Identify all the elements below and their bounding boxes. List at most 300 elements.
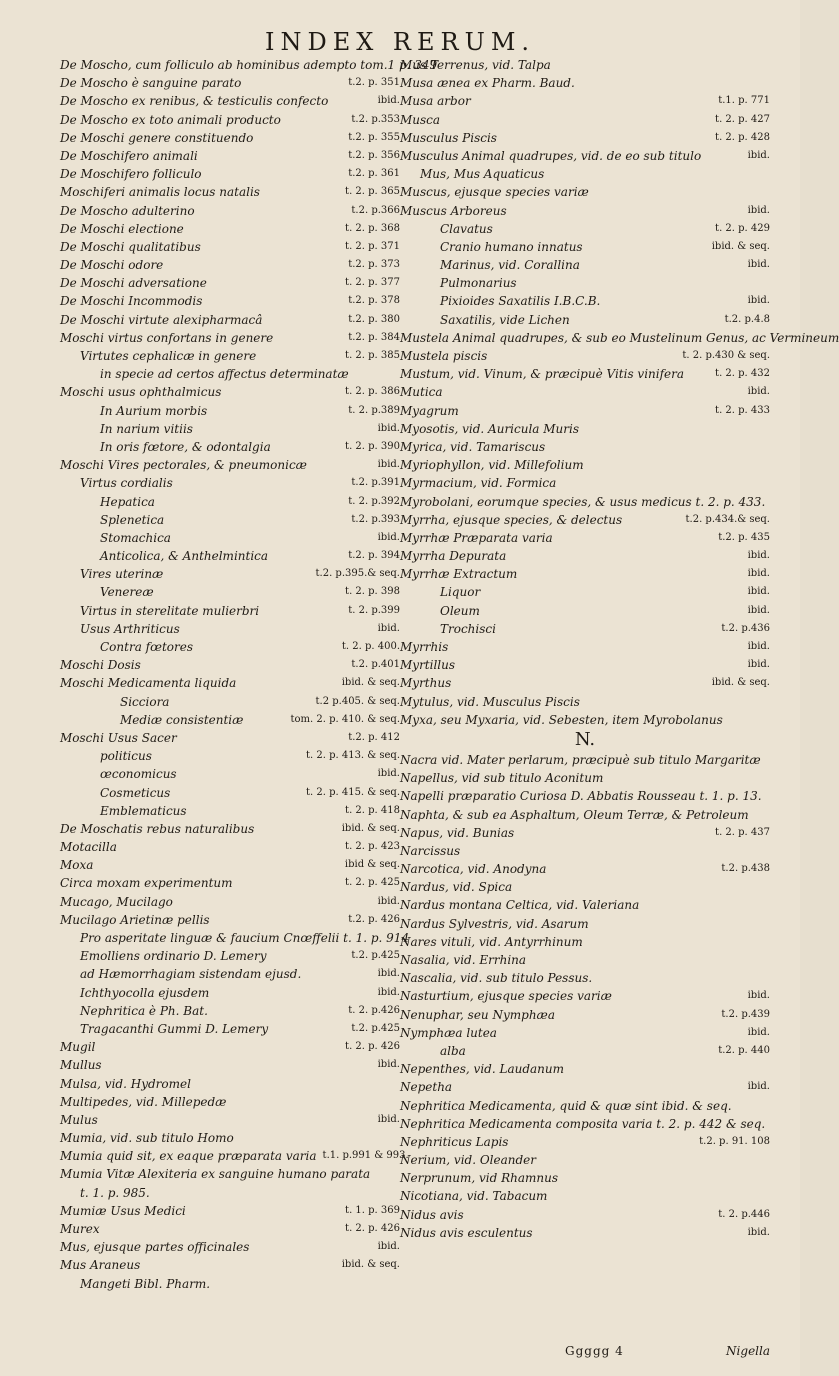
index-entry (400, 92, 770, 110)
entry-term: De Moschi adversatione (60, 276, 207, 291)
entry-term: Virtus in sterelitate mulierbri (80, 603, 260, 618)
entry-term: Nicotiana, vid. Tabacum (400, 1189, 548, 1204)
entry-term: Myrica, vid. Tamariscus (400, 439, 546, 454)
entry-reference: ibid. (377, 459, 400, 471)
index-entry (400, 129, 770, 147)
entry-term: Mediæ consistentiæ (120, 712, 244, 727)
entry-reference: t. 2. p. 377 (345, 277, 400, 289)
entry-term: Mumiæ Usus Medici (60, 1203, 186, 1218)
entry-reference: ibid. (747, 204, 770, 216)
entry-term: politicus (100, 749, 152, 764)
entry-reference: ibid. (747, 641, 770, 652)
entry-term: Mus, Mus Aquaticus (420, 167, 545, 182)
index-entry (60, 529, 400, 547)
index-entry (400, 438, 770, 456)
entry-term: Mumia quid sit, ex eaque præparata varia (60, 1149, 317, 1164)
index-entry (400, 402, 770, 420)
entry-term: Myosotis, vid. Auricula Muris (400, 421, 580, 436)
entry-term: Myagrum (400, 403, 459, 418)
index-entry (400, 951, 770, 969)
index-entry (60, 1056, 400, 1074)
entry-term: Musa arbor (400, 94, 471, 109)
entry-term: ad Hæmorrhagiam sistendam ejusd. (80, 967, 302, 982)
entry-term: Mumia Vitæ Alexiteria ex sanguine humano parata (60, 1167, 371, 1182)
entry-term: Nepenthes, vid. Laudanum (400, 1062, 565, 1077)
index-entry (60, 202, 400, 220)
index-entry (400, 842, 770, 860)
index-entry (400, 347, 770, 365)
page-title: INDEX RERUM. (264, 28, 536, 56)
index-entry (400, 383, 770, 401)
entry-term: Mustela piscis (400, 349, 488, 363)
index-entry (60, 1184, 400, 1202)
index-entry (400, 1187, 770, 1205)
entry-reference: t.2. p.436 (721, 622, 770, 634)
index-entry (60, 1275, 400, 1293)
entry-reference: t.2. p.366 (351, 204, 400, 216)
entry-term: Narcotica, vid. Anodyna (400, 862, 547, 877)
entry-reference: ibid. & seq. (711, 677, 770, 689)
index-entry (60, 765, 400, 783)
index-entry (400, 987, 770, 1005)
entry-term: Narcissus (400, 843, 461, 858)
entry-term: De Moschi genere constituendo (60, 130, 254, 145)
index-entry (60, 583, 400, 601)
index-entry (60, 1129, 400, 1147)
index-entry (60, 56, 438, 74)
entry-reference: t. 1. p. 369 (345, 1204, 400, 1216)
index-entry (60, 329, 400, 347)
entry-term: Myrtillus (400, 658, 456, 673)
entry-reference: ibid. (747, 586, 770, 598)
entry-reference: t.2. p. 384 (348, 331, 400, 343)
entry-reference: t. 2. p. 426 (345, 1041, 400, 1053)
entry-term: Nephritica Medicamenta composita varia t. 2. p. 442 & seq. (400, 1116, 766, 1131)
index-entry (400, 74, 770, 92)
entry-term: Cranio humano innatus (440, 239, 583, 254)
entry-term: Musculus Piscis (400, 130, 497, 145)
entry-term: Tragacanthi Gummi D. Lemery (80, 1021, 269, 1036)
index-entry (60, 1202, 400, 1220)
entry-term: Mus Araneus (60, 1258, 141, 1273)
index-entry (400, 202, 770, 220)
index-entry (60, 911, 400, 929)
entry-reference: t. 2. p. 429 (715, 222, 770, 234)
index-entry (400, 638, 770, 656)
entry-term: Nidus avis esculentus (400, 1225, 533, 1240)
entry-term: Myrrha, ejusque species, & delectus (400, 512, 623, 527)
entry-term: Myrmacium, vid. Formica (400, 476, 557, 491)
entry-reference: ibid. (747, 149, 770, 161)
entry-reference: t. 2. p.389 (348, 404, 400, 416)
index-entry (400, 183, 770, 201)
entry-term: De Moschi Incommodis (60, 294, 203, 309)
index-entry (60, 238, 400, 256)
index-entry (60, 1220, 400, 1238)
index-entry (400, 1078, 770, 1096)
entry-reference: t. 2. p. 386 (345, 386, 400, 398)
entry-reference: t.2 p.405. & seq. (315, 695, 400, 707)
entry-term: œconomicus (100, 767, 177, 782)
entry-term: Mus Terrenus, vid. Talpa (400, 58, 551, 72)
index-entry (400, 824, 770, 842)
index-entry (60, 165, 400, 183)
entry-reference: ibid. (377, 531, 400, 543)
entry-term: Myrrha Depurata (400, 549, 507, 564)
section-heading: N. (574, 728, 596, 750)
index-entry (60, 1111, 400, 1129)
entry-reference: t. 2. p. 400. (341, 641, 400, 652)
entry-reference: ibid. (747, 295, 770, 307)
index-entry (60, 456, 400, 474)
index-entry (60, 511, 400, 529)
entry-reference: t.2. p.393 (351, 513, 400, 525)
entry-term: Nascalia, vid. sub titulo Pessus. (400, 971, 593, 986)
entry-term: Muscus Arboreus (400, 203, 507, 218)
index-entry (400, 1133, 770, 1151)
entry-reference: t. 2. p. 398 (345, 586, 400, 598)
index-entry (400, 292, 770, 310)
entry-term: Circa moxam experimentum (60, 876, 233, 891)
entry-reference: ibid. (747, 990, 770, 1002)
index-entry (60, 1075, 400, 1093)
entry-term: Moschi Medicamenta liquida (60, 676, 237, 691)
entry-reference: t.1. p. 771 (718, 95, 770, 107)
index-entry (400, 165, 770, 183)
entry-reference: ibid & seq. (344, 859, 400, 871)
index-entry (400, 806, 770, 824)
entry-term: Virtus cordialis (80, 476, 173, 491)
entry-reference: t.2. p. 426 (348, 913, 400, 925)
entry-reference: t.2. p. 355 (348, 131, 400, 143)
entry-reference: t. 2. p. 423 (345, 841, 400, 853)
index-entry (400, 493, 770, 511)
entry-term: Motacilla (60, 840, 117, 855)
index-entry (400, 1024, 770, 1042)
index-entry (400, 274, 770, 292)
entry-reference: t. 2. p.446 (718, 1208, 770, 1220)
entry-term: Liquor (440, 585, 481, 600)
entry-term: Contra fœtores (100, 640, 194, 654)
entry-term: Nasturtium, ejusque species variæ (400, 989, 612, 1004)
index-entry (60, 638, 400, 656)
entry-term: Mytulus, vid. Musculus Piscis (400, 694, 580, 709)
entry-reference: t.2. p.425 (351, 950, 400, 962)
entry-reference: t. 2. p. 428 (715, 131, 770, 143)
entry-term: De Moschi virtute alexipharmacâ (60, 312, 263, 327)
index-entry (400, 1169, 770, 1187)
index-entry (400, 365, 770, 383)
entry-term: Venereæ (100, 585, 154, 600)
entry-reference: t. 2. p. 368 (345, 222, 400, 234)
index-entry (400, 111, 770, 129)
entry-term: Clavatus (440, 221, 493, 236)
entry-reference: ibid. (747, 1026, 770, 1038)
index-entry (400, 915, 770, 933)
entry-term: Marinus, vid. Corallina (440, 258, 580, 273)
index-entry (400, 220, 770, 238)
entry-term: Moschi virtus confortans in genere (60, 330, 274, 345)
entry-term: Nardus montana Celtica, vid. Valeriana (400, 898, 640, 913)
index-entry (60, 874, 400, 892)
entry-reference: ibid. (747, 604, 770, 616)
entry-reference: ibid. (377, 622, 400, 634)
index-entry (400, 933, 770, 951)
entry-reference: t.2. p. 91. 108 (699, 1135, 770, 1147)
entry-reference: ibid. & seq. (341, 677, 400, 689)
entry-reference: t. 2. p. 433 (715, 404, 770, 416)
entry-reference: t. 2. p.399 (348, 604, 400, 616)
entry-term: Vires uterinæ (80, 567, 164, 582)
entry-term: Nephritica Medicamenta, quid & quæ sint ibid. & seq. (400, 1098, 732, 1113)
index-entry (400, 1006, 770, 1024)
index-entry (400, 56, 770, 74)
index-entry (400, 656, 770, 674)
entry-term: De Moschi odore (60, 258, 164, 273)
index-entry (400, 256, 770, 274)
entry-term: Napellus, vid sub titulo Aconitum (400, 771, 604, 786)
index-entry (60, 1238, 400, 1256)
entry-term: Mugil (60, 1040, 96, 1055)
entry-term: De Moschi electione (60, 221, 184, 236)
index-entry (400, 511, 770, 529)
entry-reference: t.2. p.438 (721, 863, 770, 875)
entry-reference: t.2. p.434.& seq. (685, 513, 770, 525)
entry-term: Moschi Dosis (60, 658, 141, 673)
entry-term: Nephritica è Ph. Bat. (80, 1003, 208, 1018)
index-entry (400, 1151, 770, 1169)
index-entry (60, 747, 400, 765)
entry-term: Splenetica (100, 512, 165, 527)
entry-reference: ibid. (747, 659, 770, 671)
index-entry (60, 402, 400, 420)
entry-term: In Aurium morbis (100, 403, 208, 418)
entry-reference: t.2. p.391 (351, 477, 400, 489)
entry-term: Oleum (440, 603, 480, 618)
index-entry (60, 74, 400, 92)
index-entry (400, 1042, 770, 1060)
entry-term: Mucilago Arietinæ pellis (60, 912, 210, 927)
entry-term: Pro asperitate linguæ & faucium Cnœffelii t. 1. p. 914 (80, 931, 410, 945)
index-entry (400, 529, 770, 547)
index-entry (60, 311, 400, 329)
entry-reference: t. 2. p.392 (348, 495, 400, 507)
index-entry (60, 820, 400, 838)
entry-term: Virtutes cephalicæ in genere (80, 349, 257, 363)
entry-term: Mumia, vid. sub titulo Homo (60, 1131, 234, 1146)
entry-term: De Moscho ex renibus, & testiculis confecto (60, 94, 329, 109)
index-entry (400, 769, 770, 787)
index-entry (60, 856, 400, 874)
index-entry (400, 711, 770, 729)
index-entry (60, 365, 400, 383)
right-column (400, 56, 839, 1242)
entry-reference: ibid. (377, 986, 400, 998)
index-entry (400, 693, 770, 711)
index-entry (60, 256, 400, 274)
entry-reference: t.2. p. 356 (348, 149, 400, 161)
entry-term: Moschiferi animalis locus natalis (60, 185, 260, 200)
entry-term: De Moscho, cum folliculo ab hominibus adempto tom.1 p. 349 (60, 58, 438, 72)
entry-term: Muscus, ejusque species variæ (400, 185, 589, 200)
entry-term: Naphta, & sub ea Asphaltum, Oleum Terræ, & Petroleum (400, 807, 749, 822)
entry-term: De Moscho è sanguine parato (60, 76, 242, 91)
index-entry (60, 292, 400, 310)
entry-term: Nares vituli, vid. Antyrrhinum (400, 934, 583, 949)
entry-term: Napus, vid. Bunias (400, 825, 515, 840)
entry-reference: t.2. p.439 (721, 1008, 770, 1020)
index-entry (60, 1038, 400, 1056)
index-entry (60, 656, 400, 674)
entry-reference: t. 2. p. 427 (715, 113, 770, 125)
entry-reference: ibid. (377, 1241, 400, 1253)
entry-term: De Moscho ex toto animali producto (60, 112, 281, 127)
index-entry (60, 1256, 400, 1274)
entry-reference: t.2. p.4.8 (724, 313, 770, 325)
entry-term: Myriophyllon, vid. Millefolium (400, 458, 584, 473)
entry-reference: t. 2. p. 437 (715, 826, 770, 838)
entry-term: Myrrhæ Præparata varia (400, 530, 553, 545)
entry-term: Pixioides Saxatilis I.B.C.B. (440, 294, 601, 309)
index-entry (400, 896, 770, 914)
entry-term: Emolliens ordinario D. Lemery (80, 949, 267, 964)
entry-term: Nidus avis (400, 1207, 464, 1222)
entry-term: Usus Arthriticus (80, 621, 180, 636)
entry-term: Mutica (400, 385, 443, 400)
entry-term: Mustum, vid. Vinum, & præcipuè Vitis vinifera (400, 367, 685, 382)
index-entry (60, 729, 400, 747)
entry-term: Nardus, vid. Spica (400, 880, 513, 895)
index-entry (60, 1147, 409, 1165)
entry-reference: t.2. p. 380 (348, 313, 400, 325)
entry-term: Nacra vid. Mater perlarum, præcipuè sub titulo Margaritæ (400, 752, 761, 767)
entry-term: De Moschi qualitatibus (60, 239, 201, 254)
index-entry (60, 420, 400, 438)
entry-reference: ibid. (747, 568, 770, 580)
index-entry (60, 347, 400, 365)
entry-term: Moschi Usus Sacer (60, 730, 177, 745)
index-entry (60, 784, 400, 802)
entry-reference: ibid. (377, 895, 400, 907)
entry-term: Nasalia, vid. Errhina (400, 953, 527, 967)
entry-reference: ibid. (747, 550, 770, 562)
entry-reference: ibid. (377, 768, 400, 780)
index-entry (60, 474, 400, 492)
entry-term: Nymphæa lutea (400, 1025, 497, 1040)
index-entry (400, 674, 770, 692)
entry-term: Sicciora (120, 694, 170, 709)
index-entry (60, 929, 410, 947)
index-entry (60, 711, 400, 729)
index-entry (400, 238, 770, 256)
entry-term: De Moschifero animali (60, 148, 198, 163)
index-entry (400, 787, 770, 805)
index-entry (60, 693, 400, 711)
index-entry (60, 220, 400, 238)
index-entry (60, 547, 400, 565)
entry-term: Myrthus (400, 676, 452, 691)
entry-reference: t.2. p.353 (351, 113, 400, 125)
entry-term: Mucago, Mucilago (60, 894, 173, 909)
entry-reference: ibid. & seq. (341, 822, 400, 834)
index-entry (60, 1165, 400, 1183)
entry-term: Ichthyocolla ejusdem (80, 985, 210, 1000)
entry-term: Pulmonarius (440, 276, 517, 291)
entry-reference: ibid. (377, 1059, 400, 1071)
entry-reference: t. 2. p. 415. & seq. (305, 786, 400, 798)
index-entry (60, 893, 400, 911)
entry-term: De Moscho adulterino (60, 203, 195, 218)
index-entry (400, 1115, 770, 1133)
index-entry (60, 129, 400, 147)
entry-reference: t.1. p.991 & 993. (322, 1150, 409, 1162)
entry-reference: ibid. (747, 386, 770, 398)
signature-mark: Ggggg 4 (565, 1344, 624, 1358)
entry-term: Mullus (60, 1058, 102, 1073)
entry-reference: ibid. (377, 1113, 400, 1125)
entry-term: In oris fœtore, & odontalgia (100, 439, 271, 454)
entry-term: Mustela Animal quadrupes, & sub eo Mustelinum Genus, ac Vermineum (400, 330, 839, 345)
index-entry (400, 474, 770, 492)
entry-term: Napelli præparatio Curiosa D. Abbatis Rousseau t. 1. p. 13. (400, 789, 762, 804)
index-entry (60, 383, 400, 401)
entry-reference: t.2. p.401 (351, 659, 400, 671)
index-entry (400, 1224, 770, 1242)
entry-term: Nepetha (400, 1080, 453, 1095)
index-entry (60, 802, 400, 820)
entry-reference: t.2. p. 394 (348, 550, 400, 562)
catchword: Nigella (726, 1344, 770, 1358)
entry-reference: ibid. (747, 1226, 770, 1238)
entry-term: Nerprunum, vid Rhamnus (400, 1171, 558, 1186)
index-entry (60, 838, 400, 856)
entry-term: Hepatica (100, 494, 155, 509)
index-entry (400, 583, 770, 601)
index-entry (400, 969, 770, 987)
index-entry (60, 1020, 400, 1038)
entry-term: Murex (60, 1222, 100, 1236)
entry-term: Emblematicus (100, 803, 187, 818)
entry-term: t. 1. p. 985. (80, 1185, 150, 1200)
entry-term: Mulsa, vid. Hydromel (60, 1076, 191, 1091)
index-entry (400, 147, 770, 165)
entry-reference: t. 2. p. 425 (345, 877, 400, 889)
index-entry (60, 965, 400, 983)
entry-reference: t. 2. p. 371 (345, 240, 400, 252)
index-entry (60, 602, 400, 620)
index-entry (400, 420, 770, 438)
entry-term: Stomachica (100, 530, 171, 545)
index-entry (60, 438, 400, 456)
entry-reference: ibid. (377, 422, 400, 434)
entry-reference: ibid. (377, 968, 400, 980)
entry-reference: t.2. p.395.& seq. (315, 568, 400, 580)
entry-term: Mus, ejusque partes officinales (60, 1240, 250, 1255)
index-entry (400, 565, 770, 583)
entry-term: Mangeti Bibl. Pharm. (80, 1276, 211, 1291)
index-entry (400, 602, 770, 620)
entry-term: in specie ad certos affectus determinatæ (100, 367, 349, 382)
entry-reference: t.2. p. 412 (348, 731, 400, 743)
entry-term: Myrobolani, eorumque species, & usus medicus t. 2. p. 433. (400, 494, 766, 509)
entry-reference: ibid. & seq. (711, 240, 770, 252)
index-entry (400, 329, 839, 347)
index-entry (60, 620, 400, 638)
entry-term: alba (440, 1043, 466, 1058)
entry-term: Anticolica, & Anthelmintica (100, 549, 269, 564)
entry-reference: t. 2. p. 426 (345, 1223, 400, 1234)
entry-reference: ibid. (747, 259, 770, 271)
